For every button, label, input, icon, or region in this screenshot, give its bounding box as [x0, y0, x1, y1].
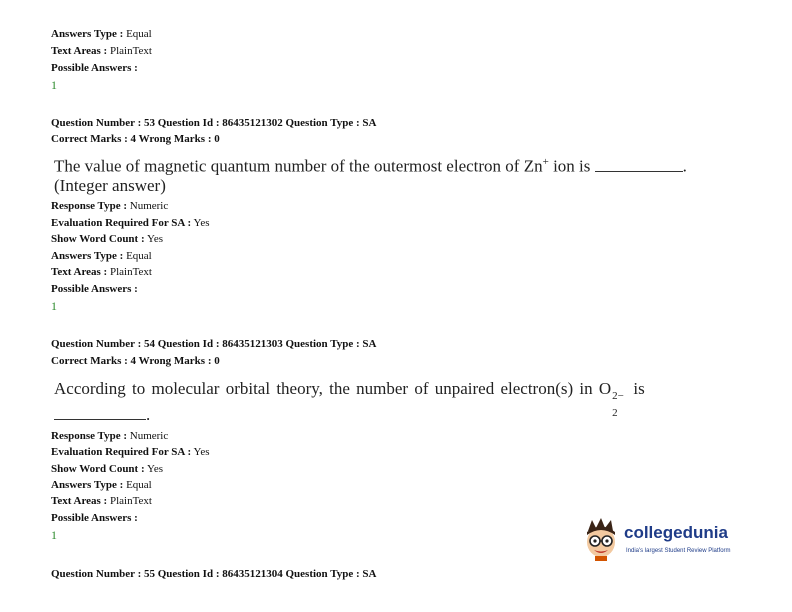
- evaluation-label: Evaluation Required For SA :: [51, 217, 192, 229]
- text-areas-row: [51, 494, 152, 508]
- answer-blank: [54, 419, 146, 420]
- question-text-part: ion is: [548, 156, 591, 176]
- question-header: Question Number : 55 Question Id : 86435121304 Question Type : SA: [51, 568, 377, 580]
- response-type-row: [51, 199, 168, 213]
- subscript: 2: [612, 407, 618, 419]
- question-header: Question Number : 53 Question Id : 86435121302 Question Type : SA: [51, 117, 377, 129]
- evaluation-row: [51, 216, 210, 230]
- response-type-label: Response Type :: [51, 200, 127, 212]
- answers-type-value: Equal: [123, 250, 152, 262]
- superscript: +: [542, 156, 549, 168]
- possible-answers-row: [51, 61, 138, 75]
- answers-type-value: Equal: [123, 479, 152, 491]
- answers-type-label: Answers Type :: [51, 28, 124, 40]
- logo-name: collegedunia: [624, 523, 728, 542]
- word-count-label: Show Word Count :: [51, 233, 145, 245]
- question-text-end: .: [146, 405, 151, 424]
- superscript: 2−: [612, 390, 624, 402]
- possible-answers-label: Possible Answers :: [51, 512, 138, 524]
- word-count-value: Yes: [144, 463, 163, 475]
- word-count-row: [51, 462, 163, 476]
- possible-answers-row: [51, 511, 138, 525]
- question-text-part: According to molecular orbital theory, the number of unpaired electron(s) in O: [54, 379, 612, 398]
- text-areas-label: Text Areas :: [51, 45, 108, 57]
- question-text: [54, 152, 687, 177]
- answer-blank: [595, 171, 683, 172]
- text-areas-value: PlainText: [107, 45, 152, 57]
- text-areas-value: PlainText: [107, 266, 152, 278]
- text-areas-row: [51, 265, 152, 279]
- possible-answers-label: Possible Answers :: [51, 283, 138, 295]
- possible-answers-label: Possible Answers :: [51, 62, 138, 74]
- response-type-value: Numeric: [127, 200, 169, 212]
- answers-type-row: [51, 249, 152, 263]
- question-header: Question Number : 54 Question Id : 86435121303 Question Type : SA: [51, 338, 377, 350]
- mascot-icon: [582, 517, 620, 561]
- possible-answer-value: 1: [51, 299, 57, 313]
- evaluation-value: Yes: [191, 217, 210, 229]
- word-count-label: Show Word Count :: [51, 463, 145, 475]
- answers-type-value: Equal: [123, 28, 152, 40]
- logo-tagline: India's largest Student Review Platform: [626, 548, 731, 554]
- evaluation-label: Evaluation Required For SA :: [51, 446, 192, 458]
- possible-answer-value: 1: [51, 528, 57, 542]
- question-marks: Correct Marks : 4 Wrong Marks : 0: [51, 355, 220, 367]
- question-marks: Correct Marks : 4 Wrong Marks : 0: [51, 133, 220, 145]
- possible-answer-value: 1: [51, 78, 57, 92]
- possible-answers-row: [51, 282, 138, 296]
- word-count-value: Yes: [144, 233, 163, 245]
- text-areas-row: [51, 44, 152, 58]
- text-areas-label: Text Areas :: [51, 266, 108, 278]
- question-text-line2: (Integer answer): [54, 176, 166, 195]
- word-count-row: [51, 232, 163, 246]
- response-type-label: Response Type :: [51, 430, 127, 442]
- text-areas-label: Text Areas :: [51, 495, 108, 507]
- answers-type-label: Answers Type :: [51, 479, 124, 491]
- answers-type-label: Answers Type :: [51, 250, 124, 262]
- question-text-line2: [54, 404, 150, 425]
- answers-type-row: [51, 27, 152, 41]
- answers-type-row: [51, 478, 152, 492]
- collegedunia-logo: [582, 517, 742, 565]
- text-areas-value: PlainText: [107, 495, 152, 507]
- response-type-row: [51, 429, 168, 443]
- question-text: [54, 378, 645, 419]
- evaluation-row: [51, 445, 210, 459]
- response-type-value: Numeric: [127, 430, 169, 442]
- question-text-part: The value of magnetic quantum number of the outermost electron of Zn: [54, 156, 543, 176]
- question-text-end: .: [682, 156, 687, 176]
- evaluation-value: Yes: [191, 446, 210, 458]
- question-text-part: is: [627, 379, 645, 398]
